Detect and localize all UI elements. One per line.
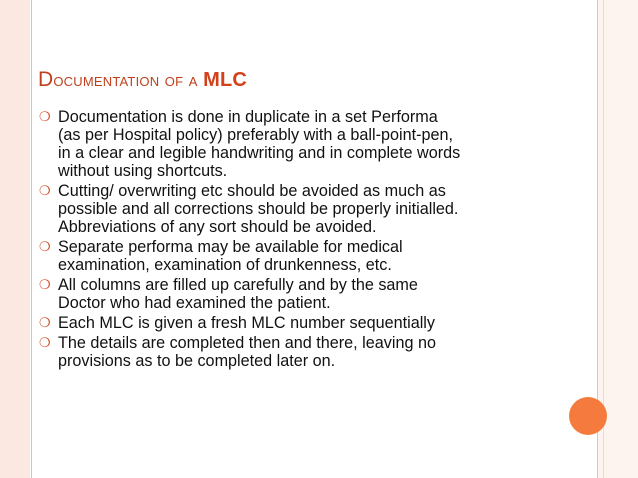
- bullet-line: Documentation is done in duplicate in a set Performa: [58, 108, 438, 126]
- title-connector: of a: [164, 70, 198, 91]
- title-emphasis: MLC: [203, 69, 247, 91]
- circle-bullet-icon: ❍: [39, 109, 51, 124]
- bullet-line: Abbreviations of any sort should be avoided.: [58, 218, 377, 236]
- bullet-list: [38, 108, 583, 372]
- bullet-line: Separate performa may be available for medical: [58, 238, 403, 256]
- bullet-item: [38, 314, 583, 332]
- left-decorative-band: [0, 0, 30, 478]
- bullet-item: [38, 238, 583, 274]
- bullet-line: Doctor who had examined the patient.: [58, 294, 331, 312]
- decorative-circle: [569, 397, 607, 435]
- title-word: ocumentation: [53, 70, 160, 91]
- bullet-line: without using shortcuts.: [58, 162, 228, 180]
- bullet-line: in a clear and legible handwriting and in complete words: [58, 144, 461, 162]
- bullet-line: All columns are filled up carefully and by the same: [58, 276, 418, 294]
- bullet-item: [38, 108, 583, 180]
- bullet-item: [38, 182, 583, 236]
- circle-bullet-icon: ❍: [39, 315, 51, 330]
- bullet-line: possible and all corrections should be properly initialled.: [58, 200, 459, 218]
- title-first-letter: D: [38, 68, 54, 91]
- bullet-item: [38, 276, 583, 312]
- bullet-line: provisions as to be completed later on.: [58, 352, 336, 370]
- bullet-line: (as per Hospital policy) preferably with a ball-point-pen,: [58, 126, 453, 144]
- bullet-line: examination, examination of drunkenness, etc.: [58, 256, 392, 274]
- bullet-line: Each MLC is given a fresh MLC number sequentially: [58, 314, 435, 332]
- circle-bullet-icon: ❍: [39, 335, 51, 350]
- circle-bullet-icon: ❍: [39, 277, 51, 292]
- circle-bullet-icon: ❍: [39, 183, 51, 198]
- bullet-line: The details are completed then and there, leaving no: [58, 334, 436, 352]
- circle-bullet-icon: ❍: [39, 239, 51, 254]
- bullet-item: [38, 334, 583, 370]
- slide-title: [38, 68, 247, 92]
- left-decorative-line: [31, 0, 32, 478]
- bullet-line: Cutting/ overwriting etc should be avoided as much as: [58, 182, 446, 200]
